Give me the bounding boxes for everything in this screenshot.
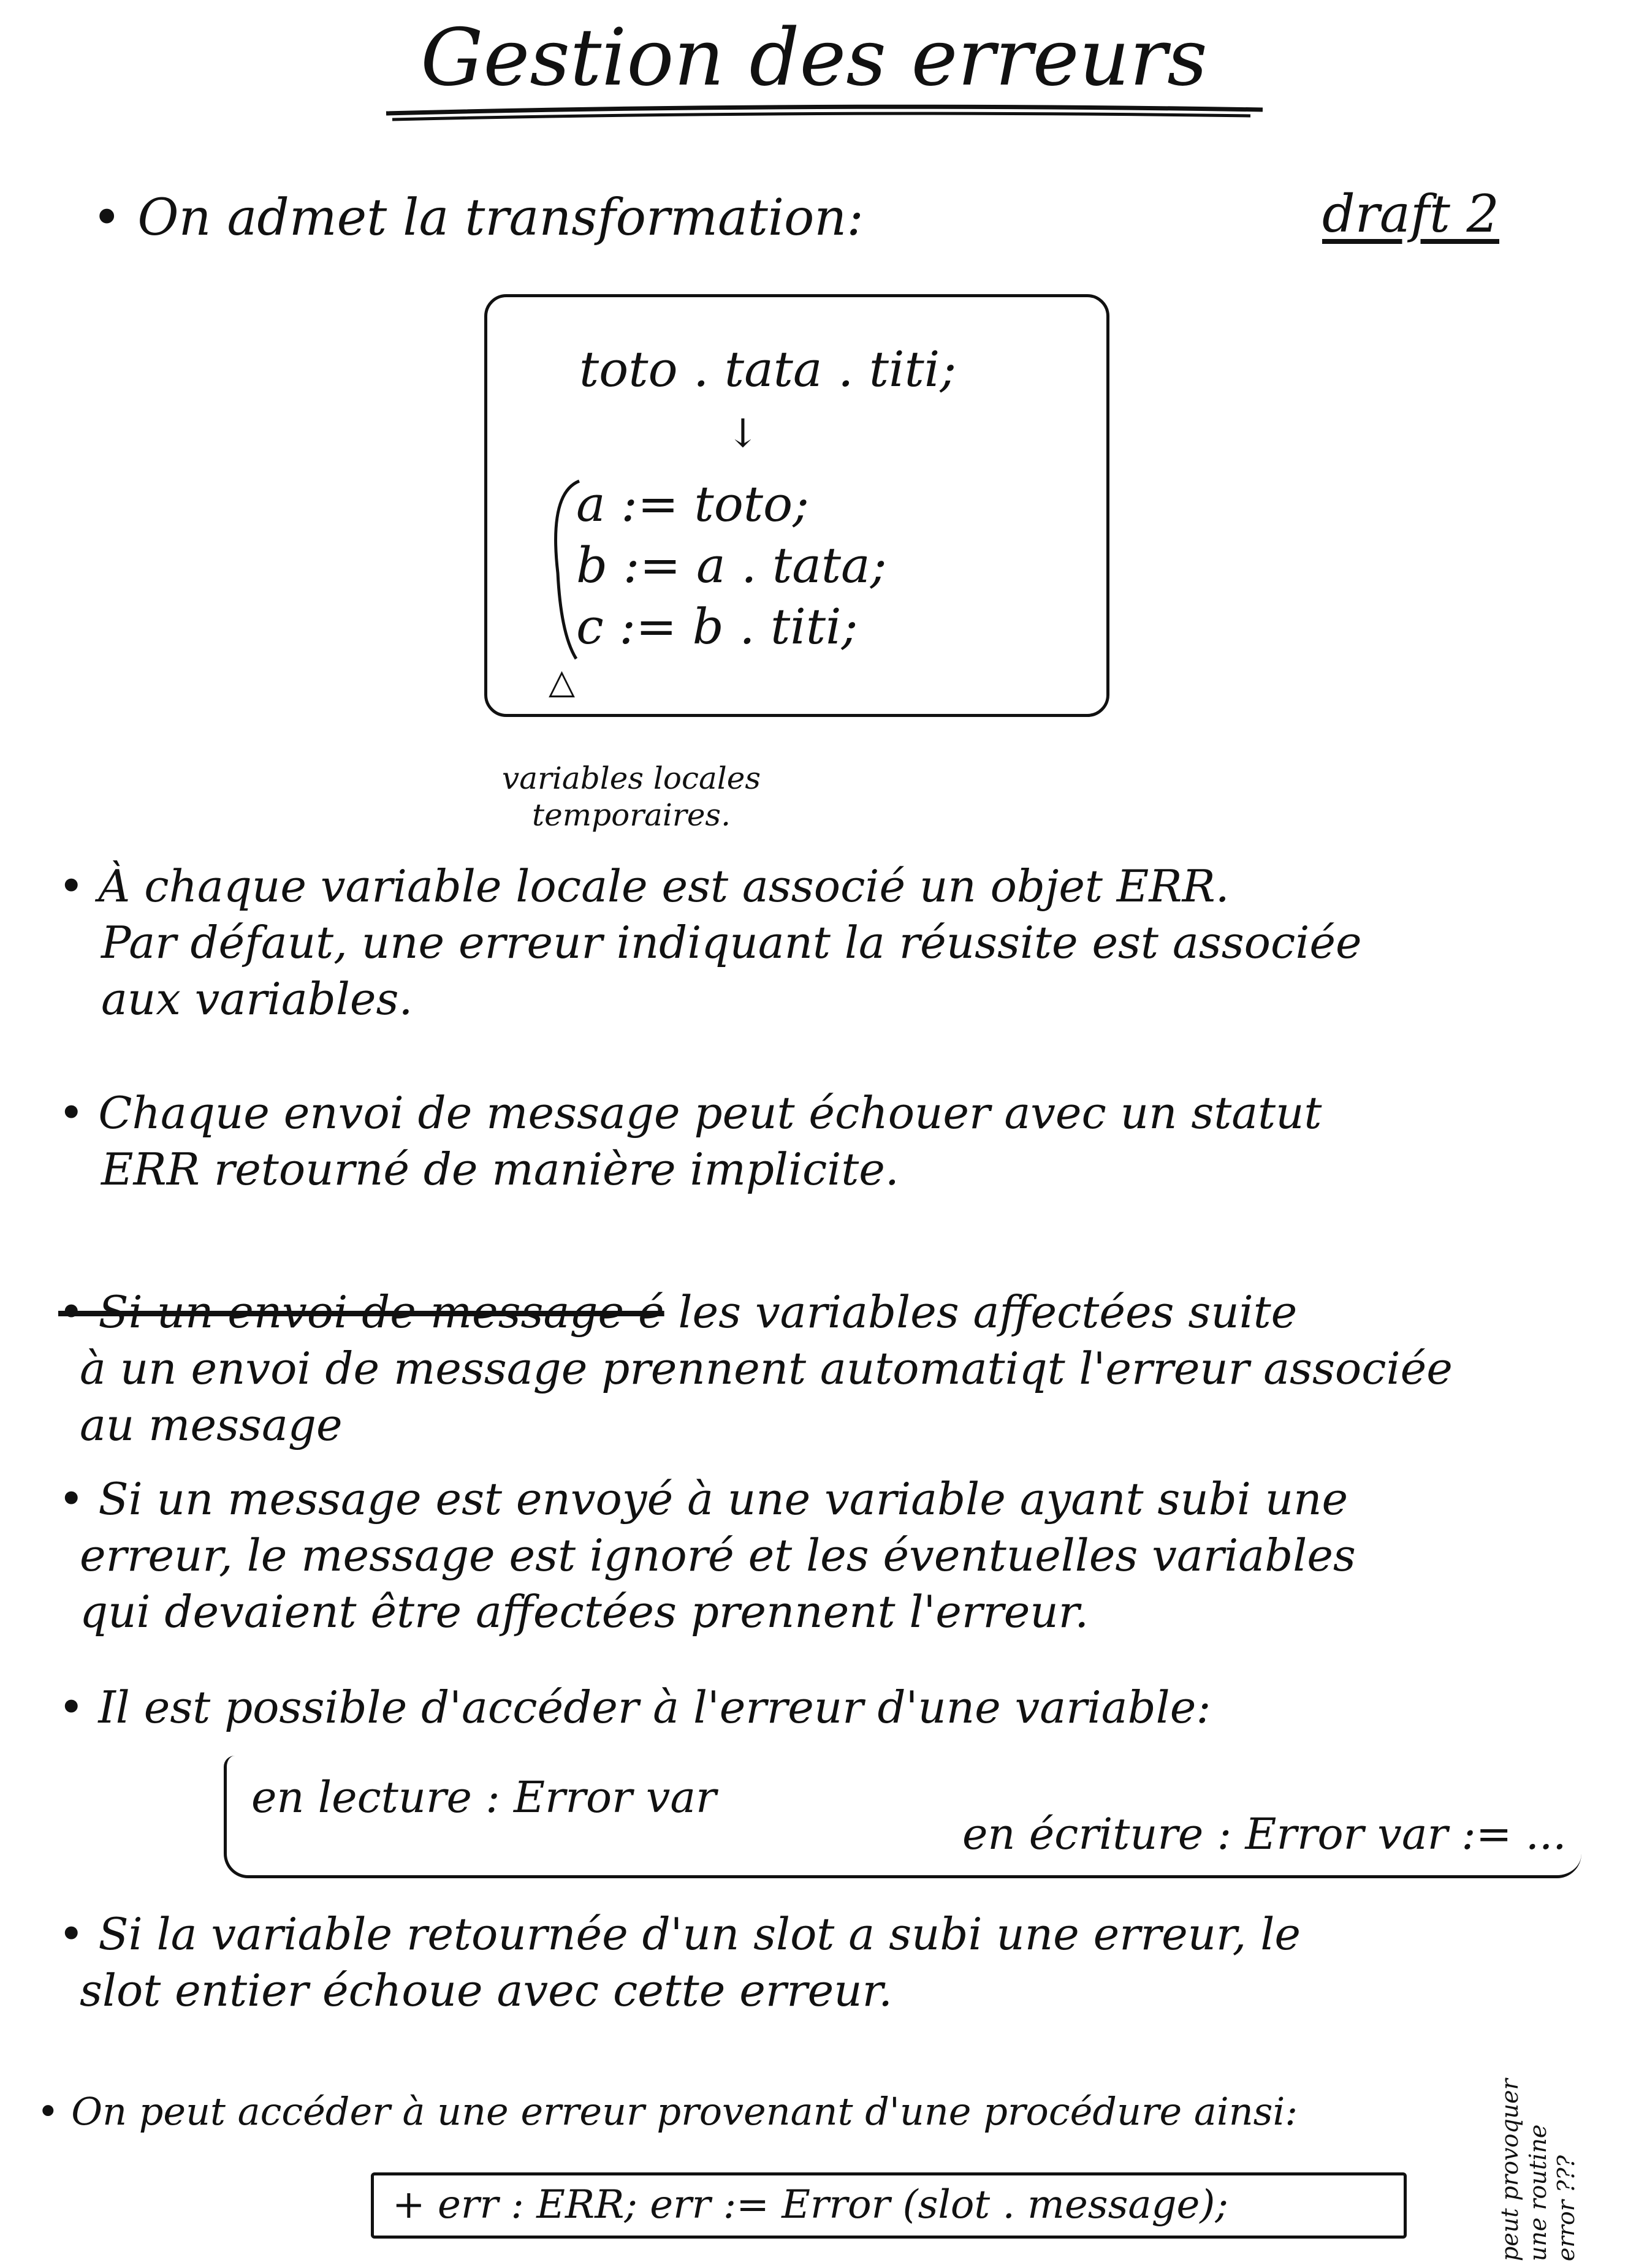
transformation-box — [484, 294, 1109, 717]
variables-bracket-stroke — [556, 481, 579, 659]
side-note-line-3: error ??? — [1553, 2155, 1580, 2261]
paragraph-1 — [58, 858, 1362, 1027]
title-underline — [380, 101, 1269, 126]
paragraph-3-line-1: les variables affectées suite — [664, 1286, 1298, 1338]
warning-triangle-icon: △ — [549, 662, 576, 702]
paragraph-2-line-2: ERR retourné de manière implicite. — [101, 1143, 899, 1195]
struck-text: • Si un envoi de message é — [58, 1286, 664, 1338]
paragraph-2 — [58, 1085, 1322, 1197]
paragraph-1-line-1: • À chaque variable locale est associé un objet ERR. — [58, 860, 1230, 912]
intro-line: • On admet la transformation: — [92, 189, 864, 247]
paragraph-1-line-3: aux variables. — [101, 973, 413, 1025]
arrow-down-icon: ↓ — [726, 411, 759, 457]
code-line-a: a := toto; — [576, 476, 810, 533]
code-original: toto . tata . titi; — [579, 341, 957, 398]
box-note-line-2: temporaires. — [532, 797, 731, 833]
paragraph-5 — [58, 1679, 1211, 1735]
paragraph-6 — [58, 1906, 1301, 2019]
paragraph-6-line-2: slot entier échoue avec cette erreur. — [80, 1965, 893, 2016]
error-access-box — [224, 1756, 1581, 1878]
paragraph-7-line-1: • On peut accéder à une erreur provenant d'une procédure ainsi: — [37, 2089, 1298, 2134]
paragraph-2-line-1: • Chaque envoi de message peut échouer avec un statut — [58, 1087, 1322, 1139]
variables-bracket — [546, 475, 595, 671]
paragraph-4-line-1: • Si un message est envoyé à une variable ayant subi une — [58, 1473, 1348, 1525]
page-title: Gestion des erreurs — [420, 12, 1208, 104]
side-note-line-1: peut provoquer — [1496, 2079, 1523, 2261]
paragraph-7 — [37, 2084, 1298, 2140]
side-note-line-2: une routine — [1524, 2124, 1551, 2261]
paragraph-6-line-1: • Si la variable retournée d'un slot a subi une erreur, le — [58, 1908, 1301, 1960]
procedure-error-code: + err : ERR; err := Error (slot . message); — [392, 2182, 1228, 2228]
error-write-syntax: en écriture : Error var := ... — [962, 1809, 1567, 1859]
error-read-syntax: en lecture : Error var — [251, 1772, 717, 1822]
paragraph-3 — [58, 1284, 1453, 1453]
code-line-c: c := b . titi; — [576, 598, 858, 655]
side-note — [1496, 2079, 1580, 2261]
procedure-error-box — [371, 2172, 1407, 2239]
draft-label: draft 2 — [1322, 184, 1499, 244]
box-note-line-1: variables locales — [501, 760, 761, 796]
paragraph-4 — [58, 1471, 1356, 1640]
code-line-b: b := a . tata; — [576, 537, 887, 594]
paragraph-3-line-3: au message — [80, 1399, 343, 1451]
paragraph-5-line-1: • Il est possible d'accéder à l'erreur d'une variable: — [58, 1682, 1211, 1733]
paragraph-4-line-2: erreur, le message est ignoré et les éventuelles variables — [80, 1530, 1356, 1581]
title-underline-stroke-2 — [392, 113, 1250, 119]
paragraph-4-line-3: qui devaient être affectées prennent l'erreur. — [80, 1586, 1089, 1637]
paragraph-1-line-2: Par défaut, une erreur indiquant la réussite est associée — [101, 917, 1362, 968]
box-note — [484, 760, 778, 833]
paragraph-3-line-2: à un envoi de message prennent automatiqt l'erreur associée — [80, 1343, 1453, 1394]
